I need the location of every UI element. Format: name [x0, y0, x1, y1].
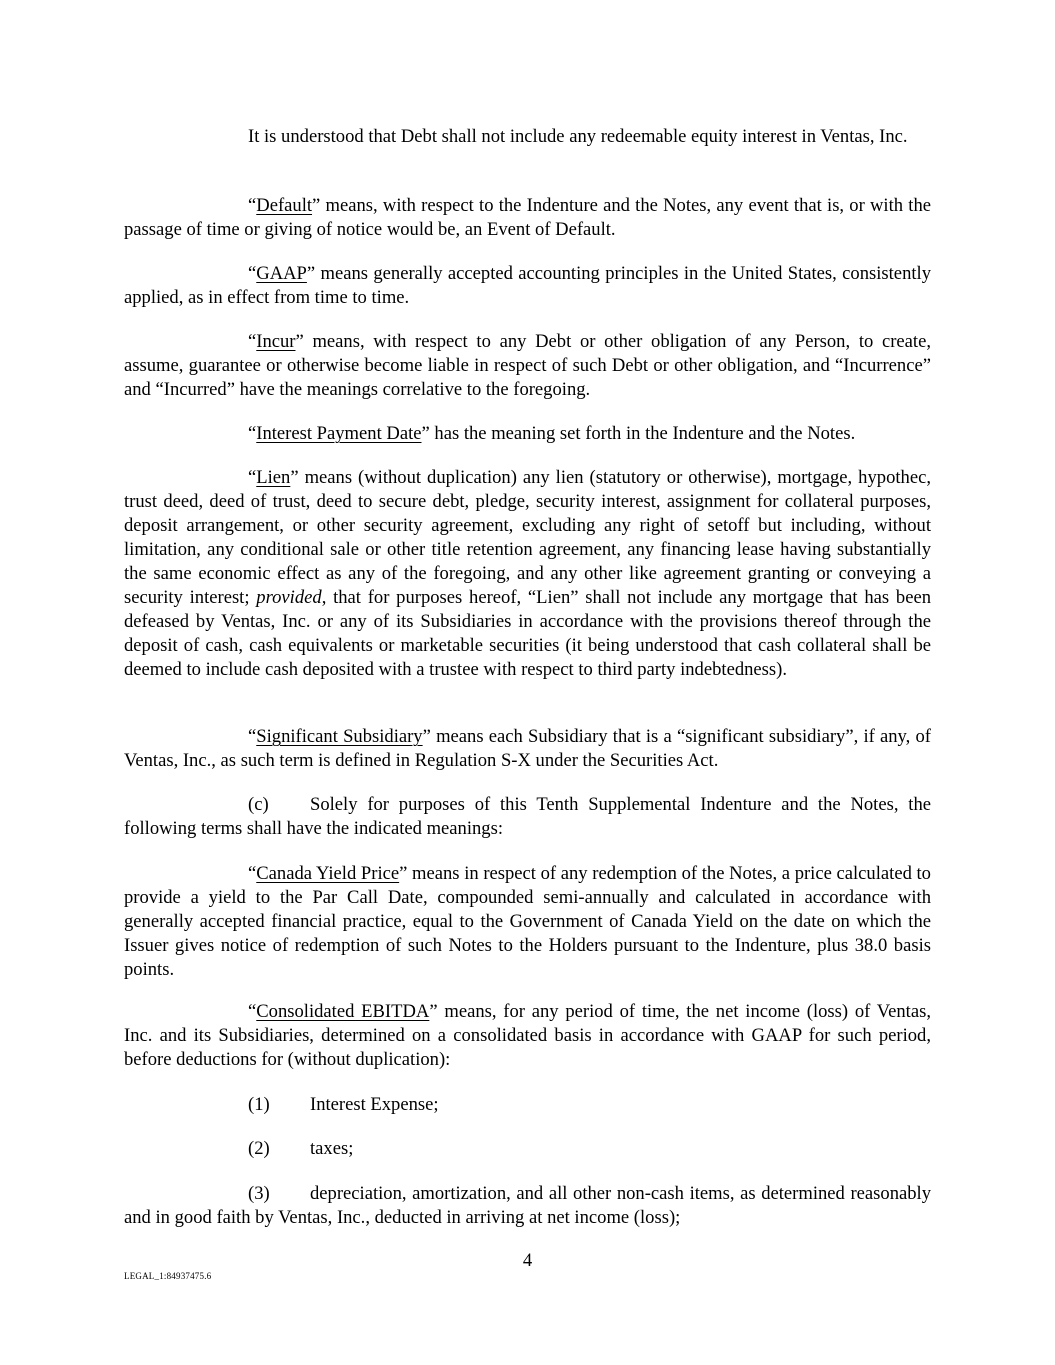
page-number: 4	[522, 1250, 533, 1271]
default-definition: “Default” means, with respect to the Indenture and the Notes, any event that is, or with the passage of time or giving of notice would be, an Event of Default.	[124, 195, 931, 240]
defined-term-gaap: GAAP	[256, 263, 307, 284]
section-c-paragraph: (c) Solely for purposes of this Tenth Supplemental Indenture and the Notes, the following terms shall have the indicated meanings:	[124, 794, 931, 839]
incur-definition: “Incur” means, with respect to any Debt or other obligation of any Person, to create, assume, guarantee or otherwise become liable in respect of such Debt or other obligation, and “Incurrence” and “Incurred” have the meanings correlative to the foregoing.	[124, 331, 931, 400]
list-item: (3) depreciation, amortization, and all other non-cash items, as determined reasonably and in good faith by Ventas, Inc., deducted in arriving at net income (loss);	[124, 1183, 931, 1228]
lien-definition: “Lien” means (without duplication) any lien (statutory or otherwise), mortgage, hypothec, trust deed, deed of trust, deed to secure debt, pledge, security interest, assignment for collateral purposes, deposit arrangement, or other security agreement, excluding any right of setoff but including, without limitation, any conditional sale or other title retention agreement, any financing lease having substantially the same economic effect as any of the foregoing, and any other like agreement granting or conveying a security interest; provided, that for purposes hereof, “Lien” shall not include any mortgage that has been defeased by Ventas, Inc. or any of its Subsidiaries in accordance with the provisions thereof through the deposit of cash, cash equivalents or marketable securities (it being understood that cash collateral shall be deemed to include cash deposited with a trustee with respect to third party indebtedness).	[124, 467, 931, 680]
defined-term-default: Default	[256, 195, 313, 216]
document-footer-id: LEGAL_1:84937475.6	[124, 1271, 212, 1281]
list-item: (2) taxes;	[248, 1138, 354, 1159]
interest-payment-date-definition: “Interest Payment Date” has the meaning set forth in the Indenture and the Notes.	[248, 423, 856, 444]
canada-yield-price-definition: “Canada Yield Price” means in respect of any redemption of the Notes, a price calculated to provide a yield to the Par Call Date, compounded semi-annually and calculated in accordance with generally accepted financial practice, equal to the Government of Canada Yield on the date on which the Issuer gives notice of redemption of such Notes to the Holders pursuant to the Indenture, plus 38.0 basis points.	[124, 863, 931, 980]
defined-term-lien: Lien	[256, 467, 291, 488]
defined-term-consolidated-ebitda: Consolidated EBITDA	[256, 1001, 430, 1022]
list-item: (1) Interest Expense;	[248, 1094, 439, 1115]
proviso-italic: provided	[256, 587, 322, 608]
debt-exclusion-paragraph: It is understood that Debt shall not include any redeemable equity interest in Ventas, Inc.	[248, 126, 908, 147]
consolidated-ebitda-definition: “Consolidated EBITDA” means, for any period of time, the net income (loss) of Ventas, Inc. and its Subsidiaries, determined on a consolidated basis in accordance with GAAP for such period, before deductions for (without duplication):	[124, 1001, 931, 1070]
defined-term-incur: Incur	[256, 331, 296, 352]
defined-term-significant-subsidiary: Significant Subsidiary	[256, 726, 423, 747]
section-c-label: (c)	[248, 794, 269, 815]
significant-subsidiary-definition: “Significant Subsidiary” means each Subsidiary that is a “significant subsidiary”, if any, of Ventas, Inc., as such term is defined in Regulation S-X under the Securities Act.	[124, 726, 931, 771]
gaap-definition: “GAAP” means generally accepted accounting principles in the United States, consistently applied, as in effect from time to time.	[124, 263, 931, 308]
defined-term-interest-payment-date: Interest Payment Date	[256, 423, 422, 444]
defined-term-canada-yield-price: Canada Yield Price	[256, 863, 400, 884]
